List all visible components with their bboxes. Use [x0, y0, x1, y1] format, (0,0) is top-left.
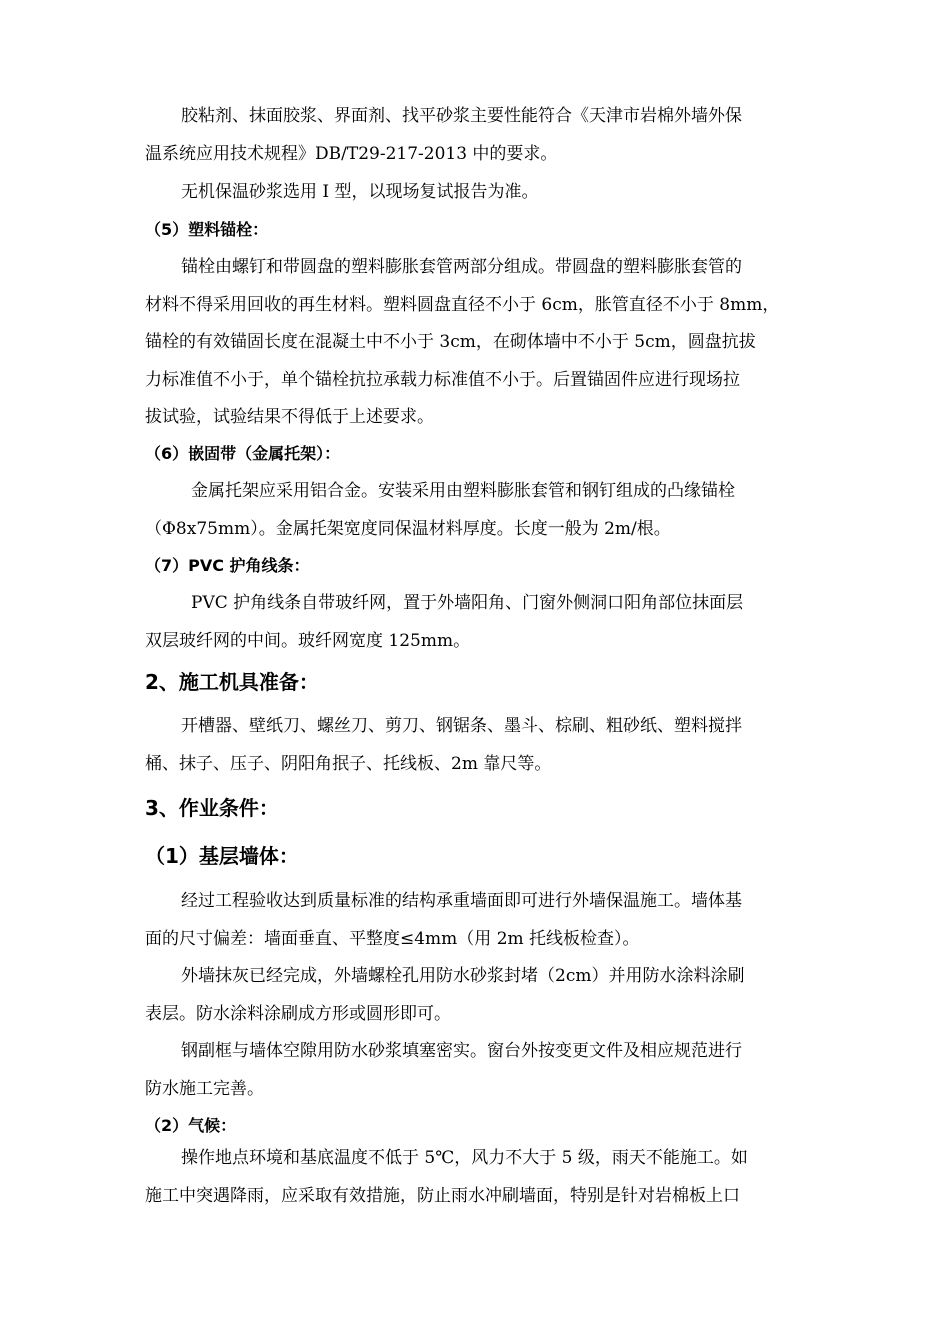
- text-line: PVC 护角线条自带玻纤网，置于外墙阳角、门窗外侧洞口阳角部位抹面层: [191, 593, 744, 613]
- heading-embedded-band: （6）嵌固带（金属托架）：: [145, 444, 341, 463]
- text-line: 胶粘剂、抹面胶浆、界面剂、找平砂浆主要性能符合《天津市岩棉外墙外保: [181, 106, 742, 126]
- text-line: （Φ8x75mm）。金属托架宽度同保温材料厚度。长度一般为 2m/根。: [145, 518, 671, 539]
- paragraph-climate: [145, 1140, 817, 1215]
- paragraph-plastering: [145, 958, 817, 1033]
- section-heading-tools: 2、施工机具准备：: [145, 670, 319, 694]
- text-line: 桶、抹子、压子、阴阳角抿子、托线板、2m 靠尺等。: [145, 753, 552, 774]
- text-line: 温系统应用技术规程》DB/T29-217-2013 中的要求。: [145, 143, 558, 164]
- subheading-base-wall: （1）基层墙体：: [145, 844, 299, 868]
- paragraph-plastic-anchor: [145, 249, 817, 437]
- subheading-climate: （2）气候：: [145, 1116, 237, 1135]
- text-line: 金属托架应采用铝合金。安装采用由塑料膨胀套管和钢钉组成的凸缘锚栓: [191, 481, 735, 501]
- text-line: 表层。防水涂料涂刷成方形或圆形即可。: [145, 1003, 451, 1024]
- paragraph-insulation-mortar: [145, 174, 817, 212]
- paragraph-tools-list: [145, 708, 817, 783]
- text-line: 外墙抹灰已经完成，外墙螺栓孔用防水砂浆封堵（2cm）并用防水涂料涂刷: [181, 966, 745, 986]
- text-line: 双层玻纤网的中间。玻纤网宽度 125mm。: [145, 630, 471, 651]
- text-line: 开槽器、壁纸刀、螺丝刀、剪刀、钢锯条、墨斗、棕刷、粗砂纸、塑料搅拌: [181, 716, 742, 736]
- paragraph-pvc-corner: [145, 585, 817, 660]
- text-line: 力标准值不小于，单个锚栓抗拉承载力标准值不小于。后置锚固件应进行现场拉: [145, 369, 740, 390]
- text-line: 防水施工完善。: [145, 1078, 264, 1099]
- paragraph-metal-bracket: [145, 473, 817, 548]
- section-heading-conditions: 3、作业条件：: [145, 796, 279, 820]
- paragraph-adhesive-requirements: [145, 98, 817, 173]
- text-line: 操作地点环境和基底温度不低于 5℃，风力不大于 5 级，雨天不能施工。如: [181, 1148, 748, 1168]
- text-line: 拔试验，试验结果不得低于上述要求。: [145, 407, 434, 427]
- heading-pvc-corner: （7）PVC 护角线条：: [145, 556, 310, 575]
- paragraph-base-wall: [145, 883, 817, 958]
- heading-plastic-anchor: （5）塑料锚栓：: [145, 220, 269, 239]
- text-line: 经过工程验收达到质量标准的结构承重墙面即可进行外墙保温施工。墙体基: [181, 891, 742, 911]
- paragraph-steel-frame: [145, 1033, 817, 1108]
- text-line: 钢副框与墙体空隙用防水砂浆填塞密实。窗台外按变更文件及相应规范进行: [181, 1041, 742, 1061]
- text-line: 施工中突遇降雨，应采取有效措施，防止雨水冲刷墙面，特别是针对岩棉板上口: [145, 1185, 740, 1206]
- text-line: 锚栓的有效锚固长度在混凝土中不小于 3cm，在砌体墙中不小于 5cm，圆盘抗拔: [145, 332, 756, 352]
- text-line: 材料不得采用回收的再生材料。塑料圆盘直径不小于 6cm，胀管直径不小于 8mm，: [145, 294, 780, 315]
- text-line: 锚栓由螺钉和带圆盘的塑料膨胀套管两部分组成。带圆盘的塑料膨胀套管的: [181, 257, 742, 277]
- text-line: 无机保温砂浆选用 I 型，以现场复试报告为准。: [181, 182, 539, 202]
- text-line: 面的尺寸偏差：墙面垂直、平整度≤4mm（用 2m 托线板检查）。: [145, 928, 640, 949]
